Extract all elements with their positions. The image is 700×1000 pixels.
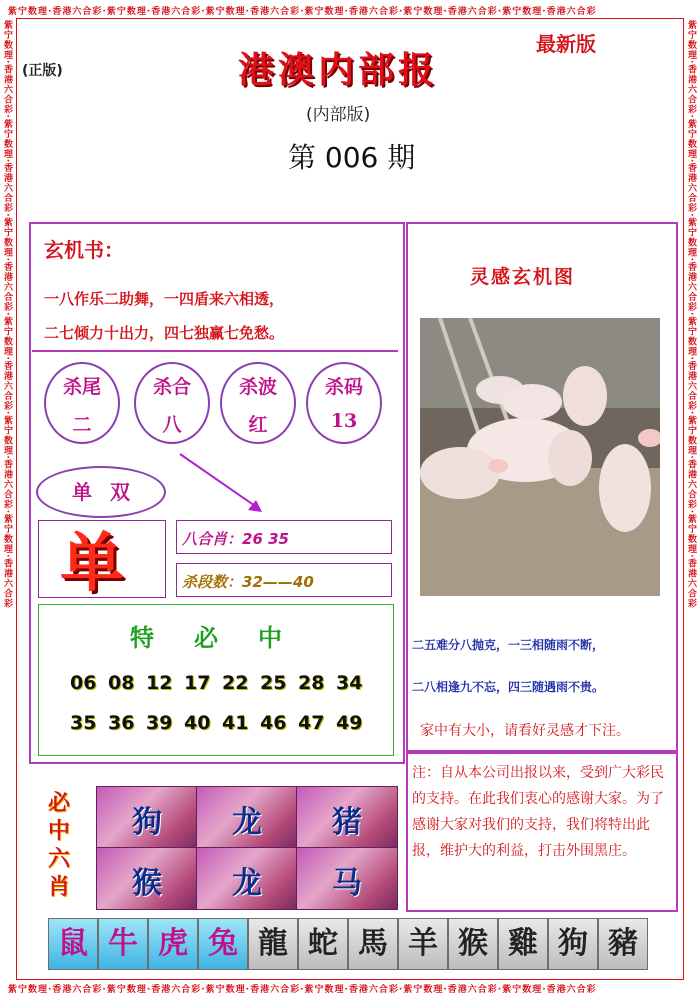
inspiration-verse-2: 二八相逢九不忘，四三随遇雨不贵。: [412, 680, 605, 694]
special-number: 17: [184, 672, 211, 694]
zodiac-cell: [296, 786, 398, 849]
pick-key: 杀波: [238, 376, 277, 398]
kill-range-value: 32——40: [242, 573, 314, 591]
special-row-2: [70, 712, 374, 734]
page-subtitle: (内部版): [306, 105, 371, 125]
zodiac-cell: [96, 786, 198, 849]
pick-oval-combo: [134, 362, 210, 444]
issue-number: 第 006 期: [288, 141, 416, 174]
single-double-oval: 单双: [36, 466, 166, 518]
zodiac-tile: 雞: [498, 918, 548, 970]
zodiac-tile: 兔: [198, 918, 248, 970]
special-number: 47: [298, 712, 325, 734]
special-number: 22: [222, 672, 249, 694]
pick-key: 杀合: [152, 376, 191, 398]
zodiac-tile: 鼠: [48, 918, 98, 970]
zodiac-text: 猴: [132, 866, 162, 901]
riddle-divider: [32, 350, 398, 352]
piglets-photo: [420, 318, 660, 596]
zodiac-grid: [96, 786, 396, 908]
kill-range-label: 杀段数：: [182, 573, 243, 591]
special-number: 08: [108, 672, 135, 694]
zodiac-tile: 龍: [248, 918, 298, 970]
big-single-char: 单: [60, 526, 124, 601]
riddle-line-2: 二七倾力十出力，四七独赢七免愁。: [44, 324, 285, 342]
special-number: 39: [146, 712, 173, 734]
zodiac-tile: 猴: [448, 918, 498, 970]
left-border-text: 紫宁数理·香港六合彩·紫宁数理·香港六合彩·紫宁数理·香港六合彩·紫宁数理·香港六合彩·紫宁数理·香港六合彩·紫宁数理·香港六合彩: [2, 20, 12, 609]
top-border-text: 紫宁数理·香港六合彩·紫宁数理·香港六合彩·紫宁数理·香港六合彩·紫宁数理·香港六合彩·紫宁数理·香港六合彩·紫宁数理·香港六合彩: [8, 7, 597, 17]
zodiac-tile-strip: [48, 918, 656, 970]
zodiac-text: 龙: [232, 866, 262, 901]
zodiac-text: 狗: [132, 805, 162, 840]
pointer-arrow-icon: [170, 448, 270, 518]
publisher-note: 注：自从本公司出报以来，受到广大彩民的支持。在此我们衷心的感谢大家。为了感谢大家对我们的支持，我们将特出此报，维护大的利益，打击外围黑庄。: [412, 765, 664, 859]
special-number: 36: [108, 712, 135, 734]
zodiac-tile: 馬: [348, 918, 398, 970]
special-number: 12: [146, 672, 173, 694]
special-number: 40: [184, 712, 211, 734]
kill-range-row: [182, 571, 314, 592]
zodiac-cell: [296, 847, 398, 910]
combo-value: 26 35: [242, 530, 289, 548]
inspiration-title: 灵感玄机图: [470, 266, 576, 288]
special-number: 06: [70, 672, 97, 694]
pick-oval-code: [306, 362, 382, 444]
combo-row: [182, 528, 289, 549]
zodiac-tile: 蛇: [298, 918, 348, 970]
pick-key: 杀码: [324, 376, 363, 398]
page-title: 港澳内部报: [238, 49, 439, 91]
latest-badge: 最新版: [536, 32, 596, 56]
special-row-1: [70, 672, 374, 694]
edition-label: (正版): [22, 63, 63, 79]
six-zodiac-label: 必中六肖: [48, 791, 71, 900]
special-number: 46: [260, 712, 287, 734]
pick-oval-tail: [44, 362, 120, 444]
pick-value: 13: [330, 410, 358, 432]
zodiac-tile: 羊: [398, 918, 448, 970]
zodiac-tile: 狗: [548, 918, 598, 970]
special-number: 25: [260, 672, 287, 694]
special-number: 49: [336, 712, 363, 734]
special-number: 34: [336, 672, 363, 694]
pick-value: 八: [162, 414, 182, 436]
combo-label: 八合肖：: [182, 530, 243, 548]
riddle-line-1: 一八作乐二助舞，一四盾来六相透，: [44, 290, 285, 308]
riddle-heading: 玄机书：: [44, 238, 124, 262]
pick-value: 红: [248, 414, 268, 436]
zodiac-text: 猪: [332, 805, 362, 840]
bottom-border-text: 紫宁数理·香港六合彩·紫宁数理·香港六合彩·紫宁数理·香港六合彩·紫宁数理·香港六合彩·紫宁数理·香港六合彩·紫宁数理·香港六合彩: [8, 985, 597, 995]
zodiac-tile: 豬: [598, 918, 648, 970]
zodiac-tile: 牛: [98, 918, 148, 970]
zodiac-tile: 虎: [148, 918, 198, 970]
pick-value: 二: [72, 414, 92, 436]
zodiac-cell: [196, 786, 298, 849]
zodiac-cell: [196, 847, 298, 910]
inspiration-hint: 家中有大小，请看好灵感才下注。: [420, 723, 630, 739]
zodiac-text: 马: [332, 866, 362, 901]
pick-key: 杀尾: [62, 376, 101, 398]
zodiac-cell: [96, 847, 198, 910]
special-number: 41: [222, 712, 249, 734]
right-border-text: 紫宁数理·香港六合彩·紫宁数理·香港六合彩·紫宁数理·香港六合彩·紫宁数理·香港六合彩·紫宁数理·香港六合彩·紫宁数理·香港六合彩: [686, 20, 696, 609]
special-number: 28: [298, 672, 325, 694]
special-title: 特必中: [130, 624, 322, 652]
inspiration-verse-1: 二五难分八抛克，一三相随雨不断，: [412, 638, 605, 652]
zodiac-text: 龙: [232, 805, 262, 840]
pick-oval-wave: [220, 362, 296, 444]
special-number: 35: [70, 712, 97, 734]
